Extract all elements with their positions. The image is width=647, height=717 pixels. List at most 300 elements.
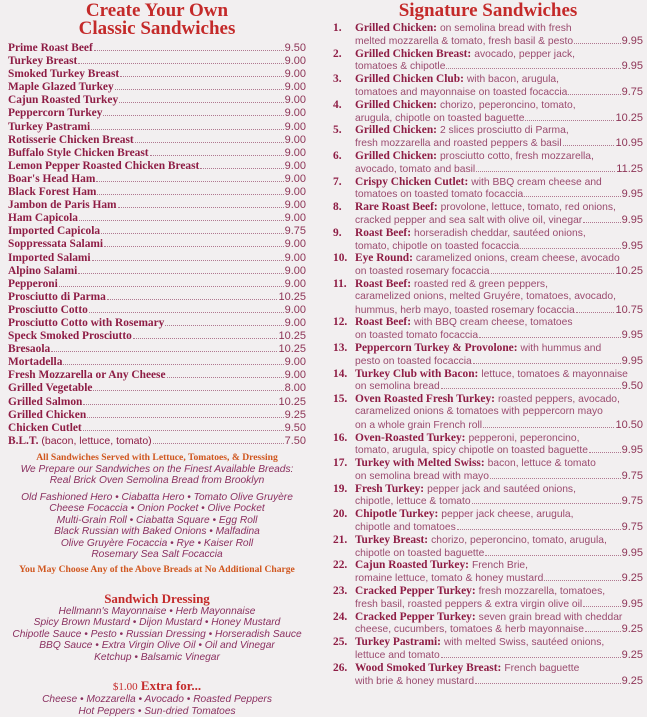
item-name: [8, 238, 103, 251]
classic-item-list: [8, 42, 306, 448]
dot-leader: [483, 427, 614, 428]
item-name: [8, 422, 82, 435]
item-description: on semolina bread: [355, 381, 440, 393]
menu-item: [8, 134, 306, 147]
item-number: 13.: [333, 341, 348, 354]
item-name: Grilled Chicken:: [355, 149, 437, 162]
dot-leader: [101, 233, 284, 234]
item-description: avocado, tomato and basil: [355, 163, 476, 175]
item-name-text: Rotisserie Chicken Breast: [8, 133, 134, 146]
item-name: [8, 356, 62, 369]
item-number: 17.: [333, 457, 348, 470]
item-price: 9.75: [621, 495, 643, 508]
item-line: [333, 355, 643, 368]
title-line-1: Create Your Own: [85, 0, 229, 21]
bread-line: Black Russian with Baked Onions • Malfadina: [54, 526, 260, 538]
item-number: 26.: [333, 661, 348, 674]
item-number: 15.: [333, 393, 348, 406]
item-price: 9.00: [284, 81, 306, 94]
item-number: 14.: [333, 367, 348, 380]
item-name: [8, 304, 88, 317]
item-name: [8, 173, 95, 186]
item-line: [333, 521, 643, 534]
bread-line: Olive Gruyère Focaccia • Rye • Kaiser Roll: [60, 537, 254, 549]
item-price: 9.95: [621, 354, 643, 367]
item-description: on toasted rosemary focaccia: [355, 266, 490, 278]
dot-leader: [475, 683, 621, 684]
item-line: [333, 137, 643, 150]
item-description: on a whole grain French roll: [355, 419, 483, 431]
item-name-text: Peppercorn Turkey: [8, 107, 103, 120]
item-price: 10.25: [615, 111, 643, 124]
item-description: cheese, cucumbers, tomatoes & herb mayonnaise: [355, 624, 584, 636]
item-description: fresh mozzarella and roasted peppers & basil: [355, 138, 562, 150]
dot-leader: [441, 388, 621, 389]
item-name-text: Grilled Salmon: [8, 395, 83, 408]
dot-leader: [92, 260, 284, 261]
item-description: chorizo, peperoncino, tomato, arugula,: [431, 534, 607, 546]
item-name: [8, 55, 77, 68]
extra-line: Cheese • Mozzarella • Avocado • Roasted Peppers: [42, 694, 272, 706]
item-price: 9.25: [621, 623, 643, 636]
item-name: [8, 435, 152, 448]
dot-leader: [525, 120, 614, 121]
item-price: 9.75: [621, 85, 643, 98]
item-line: [333, 611, 643, 624]
item-name-text: Buffalo Style Chicken Breast: [8, 146, 149, 159]
extra-title: Extra for...: [140, 678, 202, 694]
signature-item: [333, 252, 643, 278]
item-price: 9.00: [284, 172, 306, 185]
signature-item: [333, 483, 643, 509]
menu-item: [8, 160, 306, 173]
item-price: 9.00: [284, 159, 306, 172]
item-line: [333, 73, 643, 86]
item-description: 2 slices prosciutto di Parma,: [439, 125, 569, 137]
signature-item: [333, 368, 643, 394]
item-line: [333, 495, 643, 508]
item-price: 9.25: [284, 408, 306, 421]
bread-notes: [8, 452, 306, 717]
dot-leader: [79, 220, 284, 221]
item-line: [333, 368, 643, 381]
item-description: lettuce and tomato: [355, 650, 440, 662]
item-description: on semolina bread with mayo: [355, 470, 489, 482]
dot-leader: [200, 168, 283, 169]
item-description: fresh basil, roasted peppers & extra virgin olive oil: [355, 598, 583, 610]
item-description: tomatoes & chipotle: [355, 61, 446, 73]
item-line: [333, 163, 643, 176]
item-name-text: Lemon Pepper Roasted Chicken Breast: [8, 159, 200, 172]
classic-title: [8, 2, 306, 38]
signature-item: [333, 534, 643, 560]
item-name-text: Smoked Turkey Breast: [8, 68, 120, 81]
item-description: pepperoni, peperoncino,: [468, 432, 580, 444]
dot-leader: [589, 452, 621, 453]
signature-title: Signature Sandwiches: [398, 0, 578, 21]
item-number: 10.: [333, 252, 348, 265]
item-price: 9.50: [621, 380, 643, 393]
dot-leader: [63, 364, 283, 365]
menu-item: [8, 278, 306, 291]
item-name: [8, 107, 102, 120]
menu-item: [8, 225, 306, 238]
dot-leader: [576, 312, 615, 313]
item-name: [8, 94, 118, 107]
item-line: [333, 470, 643, 483]
dot-leader: [153, 443, 284, 444]
item-line: [333, 112, 643, 125]
dot-leader: [150, 155, 284, 156]
title-line-2: Classic Sandwiches: [78, 18, 236, 39]
item-description: chipotle and tomatoes: [355, 522, 456, 534]
bread-intro-1: We Prepare our Sandwiches on the Finest Available Breads:: [20, 463, 294, 475]
menu-item: [8, 94, 306, 107]
item-name-text: Jambon de Paris Ham: [8, 199, 117, 212]
item-name: [8, 199, 117, 212]
item-description: chorizo, peperoncino, tomato,: [439, 99, 576, 111]
item-price: 9.50: [284, 421, 306, 434]
item-name: Oven Roasted Fresh Turkey:: [355, 393, 495, 406]
item-description: provolone, lettuce, tomato, red onions,: [440, 202, 616, 214]
item-line: [333, 572, 643, 585]
item-line: [333, 35, 643, 48]
item-line: [333, 675, 643, 688]
item-name-text: Mortadella: [8, 356, 63, 369]
item-description: pesto on toasted focaccia: [355, 355, 472, 367]
item-name-text: Turkey Breast: [8, 55, 78, 68]
item-price: 9.95: [621, 34, 643, 47]
dot-leader: [78, 63, 283, 64]
item-price: 9.00: [284, 303, 306, 316]
item-price: 7.50: [284, 434, 306, 447]
item-line: [333, 150, 643, 163]
item-number: 21.: [333, 533, 348, 546]
item-name-text: Prosciutto Cotto with Rosemary: [8, 316, 165, 329]
dressing-line: BBQ Sauce • Extra Virgin Olive Oil • Oil and Vinegar: [39, 640, 275, 652]
item-line: [333, 636, 643, 649]
item-number: 2.: [333, 47, 342, 60]
item-line: [333, 99, 643, 112]
item-line: [333, 188, 643, 201]
item-line: [333, 201, 643, 214]
dot-leader: [104, 246, 284, 247]
item-line: [333, 86, 643, 99]
dot-leader: [165, 325, 283, 326]
bread-line: Old Fashioned Hero • Ciabatta Hero • Tomato Olive Gruyère: [21, 491, 293, 503]
item-name-text: Speck Smoked Prosciutto: [8, 330, 132, 343]
item-price: 9.95: [621, 329, 643, 342]
item-line: [333, 304, 643, 317]
signature-item: [333, 176, 643, 202]
dot-leader: [59, 286, 284, 287]
item-price: 9.00: [284, 316, 306, 329]
dot-leader: [96, 181, 283, 182]
item-price: 10.75: [615, 303, 643, 316]
item-name: Oven-Roasted Turkey:: [355, 431, 466, 444]
dot-leader: [87, 417, 283, 418]
item-description: romaine lettuce, tomato & honey mustard: [355, 573, 544, 585]
item-description: lettuce, tomatoes & mayonnaise: [481, 368, 628, 380]
item-name: Grilled Chicken:: [355, 22, 437, 34]
signature-item: [333, 508, 643, 534]
bread-line: Rosemary Sea Salt Focaccia: [91, 549, 223, 561]
item-name-text: B.L.T.: [8, 434, 39, 447]
item-price: 10.25: [278, 290, 306, 303]
item-price: 9.00: [284, 199, 306, 212]
signature-item: [333, 559, 643, 585]
item-price: 9.25: [621, 649, 643, 662]
dot-leader: [479, 337, 621, 338]
dressing-list: [8, 606, 306, 664]
dressing-title: Sandwich Dressing: [104, 590, 210, 606]
item-line: [333, 214, 643, 227]
item-name-text: Black Forest Ham: [8, 186, 97, 199]
dot-leader: [119, 102, 283, 103]
item-name-text: Soppressata Salami: [8, 238, 104, 251]
item-number: 24.: [333, 610, 348, 623]
item-line: [333, 278, 643, 291]
item-price: 9.00: [284, 264, 306, 277]
item-description: melted mozzarella & tomato, fresh basil & pesto: [355, 35, 574, 47]
dot-leader: [563, 145, 615, 146]
item-description: roasted red & green peppers,: [414, 278, 548, 290]
item-number: 7.: [333, 175, 342, 188]
item-description: bacon, lettuce & tomato: [487, 458, 596, 470]
menu-item: [8, 186, 306, 199]
menu-item: [8, 55, 306, 68]
dot-leader: [524, 196, 620, 197]
item-note: (bacon, lettuce, tomato): [41, 434, 152, 447]
menu-item: [8, 435, 306, 448]
dressing-line: Chipotle Sauce • Pesto • Russian Dressing • Horseradish Sauce: [12, 628, 302, 640]
item-line: [333, 124, 643, 137]
item-line: [333, 444, 643, 457]
item-line: [333, 406, 643, 419]
item-name: [8, 160, 199, 173]
item-price: 10.25: [615, 265, 643, 278]
dot-leader: [91, 129, 283, 130]
item-name: [8, 343, 50, 356]
signature-item: [333, 48, 643, 74]
menu-item: [8, 173, 306, 186]
item-name-text: Boar's Head Ham: [8, 172, 96, 185]
item-name: Cajun Roasted Turkey:: [355, 559, 469, 572]
dressing-line: Hellmann's Mayonnaise • Herb Mayonnaise: [58, 605, 256, 617]
item-name: Cracked Pepper Turkey:: [355, 610, 476, 623]
item-price: 9.00: [284, 107, 306, 120]
dot-leader: [94, 50, 284, 51]
item-description: fresh mozzarella, tomatoes,: [478, 586, 606, 598]
item-name-text: Imported Salami: [8, 251, 91, 264]
dot-leader: [544, 580, 620, 581]
item-line: [333, 265, 643, 278]
item-name: Crispy Chicken Cutlet:: [355, 175, 469, 188]
signature-item: [333, 342, 643, 368]
item-number: 12.: [333, 316, 348, 329]
menu-item: [8, 42, 306, 55]
item-price: 9.75: [621, 469, 643, 482]
dot-leader: [78, 273, 283, 274]
item-price: 9.00: [284, 238, 306, 251]
item-price: 9.95: [621, 597, 643, 610]
menu-item: [8, 409, 306, 422]
dot-leader: [585, 631, 621, 632]
item-name-text: Prime Roast Beef: [8, 42, 93, 54]
extra-amount: $1.00: [112, 681, 138, 694]
item-name-text: Prosciutto Cotto: [8, 303, 88, 316]
item-description: horseradish cheddar, sautéed onions,: [414, 227, 586, 239]
item-name: [8, 278, 58, 291]
item-line: [333, 649, 643, 662]
dot-leader: [583, 606, 620, 607]
item-name-text: Grilled Vegetable: [8, 382, 93, 395]
menu-item: [8, 396, 306, 409]
item-number: 3.: [333, 73, 342, 86]
item-line: [333, 662, 643, 675]
item-name: [8, 409, 86, 422]
bread-line: Cheese Focaccia • Onion Pocket • Olive Pocket: [49, 503, 265, 515]
item-number: 5.: [333, 124, 342, 137]
item-name-text: Fresh Mozzarella or Any Cheese: [8, 369, 166, 382]
signature-item: [333, 585, 643, 611]
item-description: seven grain bread with cheddar: [478, 611, 623, 623]
item-price: 9.95: [621, 239, 643, 252]
item-name: [8, 186, 96, 199]
item-line: [333, 508, 643, 521]
dot-leader: [490, 478, 621, 479]
item-description: with BBQ cream cheese and: [471, 176, 602, 188]
item-line: [333, 329, 643, 342]
dot-leader: [583, 222, 620, 223]
dot-leader: [473, 363, 621, 364]
item-price: 9.00: [284, 133, 306, 146]
signature-item: [333, 22, 643, 48]
item-name-text: Ham Capicola: [8, 212, 78, 225]
item-description: roasted peppers, avocado,: [497, 394, 620, 406]
menu-item: [8, 238, 306, 251]
dot-leader: [568, 94, 620, 95]
item-line: [333, 316, 643, 329]
item-name: Fresh Turkey:: [355, 482, 425, 495]
item-line: [333, 623, 643, 636]
menu-item: [8, 317, 306, 330]
dot-leader: [51, 351, 277, 352]
item-description: with bacon, arugula,: [466, 74, 560, 86]
item-price: 9.95: [621, 213, 643, 226]
item-name: Cracked Pepper Turkey:: [355, 585, 476, 598]
item-line: [333, 393, 643, 406]
item-price: 9.95: [621, 60, 643, 73]
item-name: Turkey Club with Bacon:: [355, 367, 479, 380]
item-price: 9.00: [284, 120, 306, 133]
item-description: French Brie,: [471, 560, 529, 572]
item-name: Roast Beef:: [355, 226, 411, 239]
item-number: 11.: [333, 277, 347, 290]
served-note: All Sandwiches Served with Lettuce, Tomatoes, & Dressing: [36, 451, 278, 463]
item-line: [333, 176, 643, 189]
item-price: 9.00: [284, 251, 306, 264]
item-number: 8.: [333, 201, 342, 214]
item-name-text: Grilled Chicken: [8, 408, 87, 421]
item-line: [333, 48, 643, 61]
item-number: 6.: [333, 149, 342, 162]
menu-item: [8, 199, 306, 212]
item-name-text: Prosciutto di Parma: [8, 290, 106, 303]
menu-item: [8, 304, 306, 317]
item-description: chipotle on toasted baguette: [355, 547, 485, 559]
dot-leader: [520, 248, 620, 249]
menu-item: [8, 356, 306, 369]
signature-item: [333, 124, 643, 150]
item-description: pepper jack and sautéed onions,: [427, 483, 576, 495]
item-price: 9.75: [621, 521, 643, 534]
signature-item: [333, 636, 643, 662]
item-price: 10.95: [615, 137, 643, 150]
bread-intro-2: Real Brick Oven Semolina Bread from Brooklyn: [49, 475, 265, 487]
item-description: hummus, herb mayo, toasted rosemary focaccia: [355, 304, 575, 316]
menu-item: [8, 68, 306, 81]
signature-item: [333, 73, 643, 99]
item-name: [8, 330, 132, 343]
menu-item: [8, 252, 306, 265]
menu-item: [8, 343, 306, 356]
item-name: [8, 147, 149, 160]
dot-leader: [118, 207, 284, 208]
item-name: [8, 291, 106, 304]
dot-leader: [446, 68, 620, 69]
dot-leader: [574, 43, 621, 44]
dot-leader: [135, 142, 284, 143]
item-line: [333, 380, 643, 393]
bread-line: Multi-Grain Roll • Ciabatta Square • Egg Roll: [56, 514, 258, 526]
dot-leader: [83, 404, 277, 405]
item-price: 10.25: [278, 395, 306, 408]
item-price: 9.75: [284, 225, 306, 238]
item-description: tomato, chipotle on toasted focaccia: [355, 240, 520, 252]
item-line: [333, 60, 643, 73]
item-line: [333, 457, 643, 470]
item-name: Eye Round:: [355, 252, 413, 265]
item-line: [333, 252, 643, 265]
dot-leader: [485, 555, 620, 556]
item-name: Grilled Chicken:: [355, 124, 437, 137]
signature-item: [333, 99, 643, 125]
item-name: [8, 42, 93, 55]
item-description: caramelized onions, cream cheese, avocado: [415, 253, 620, 265]
dot-leader: [97, 194, 283, 195]
dot-leader: [115, 89, 284, 90]
item-description: tomatoes on toasted tomato focaccia: [355, 189, 524, 201]
item-description: prosciutto cotto, fresh mozzarella,: [439, 150, 594, 162]
item-description: pepper jack cheese, arugula,: [441, 509, 574, 521]
item-number: 1.: [333, 22, 342, 34]
item-name: [8, 121, 90, 134]
item-name: [8, 265, 77, 278]
item-line: [333, 291, 643, 304]
item-name: Chipotle Turkey:: [355, 508, 439, 521]
classic-sandwiches-section: [8, 2, 306, 717]
item-price: 10.25: [278, 330, 306, 343]
item-name: Roast Beef:: [355, 277, 411, 290]
item-number: 19.: [333, 482, 348, 495]
item-description: cracked pepper and sea salt with olive oil, vinegar: [355, 214, 583, 226]
item-price: 9.95: [621, 444, 643, 457]
item-name: [8, 382, 92, 395]
item-price: 10.50: [615, 418, 643, 431]
item-price: 9.00: [284, 55, 306, 68]
dot-leader: [89, 312, 284, 313]
